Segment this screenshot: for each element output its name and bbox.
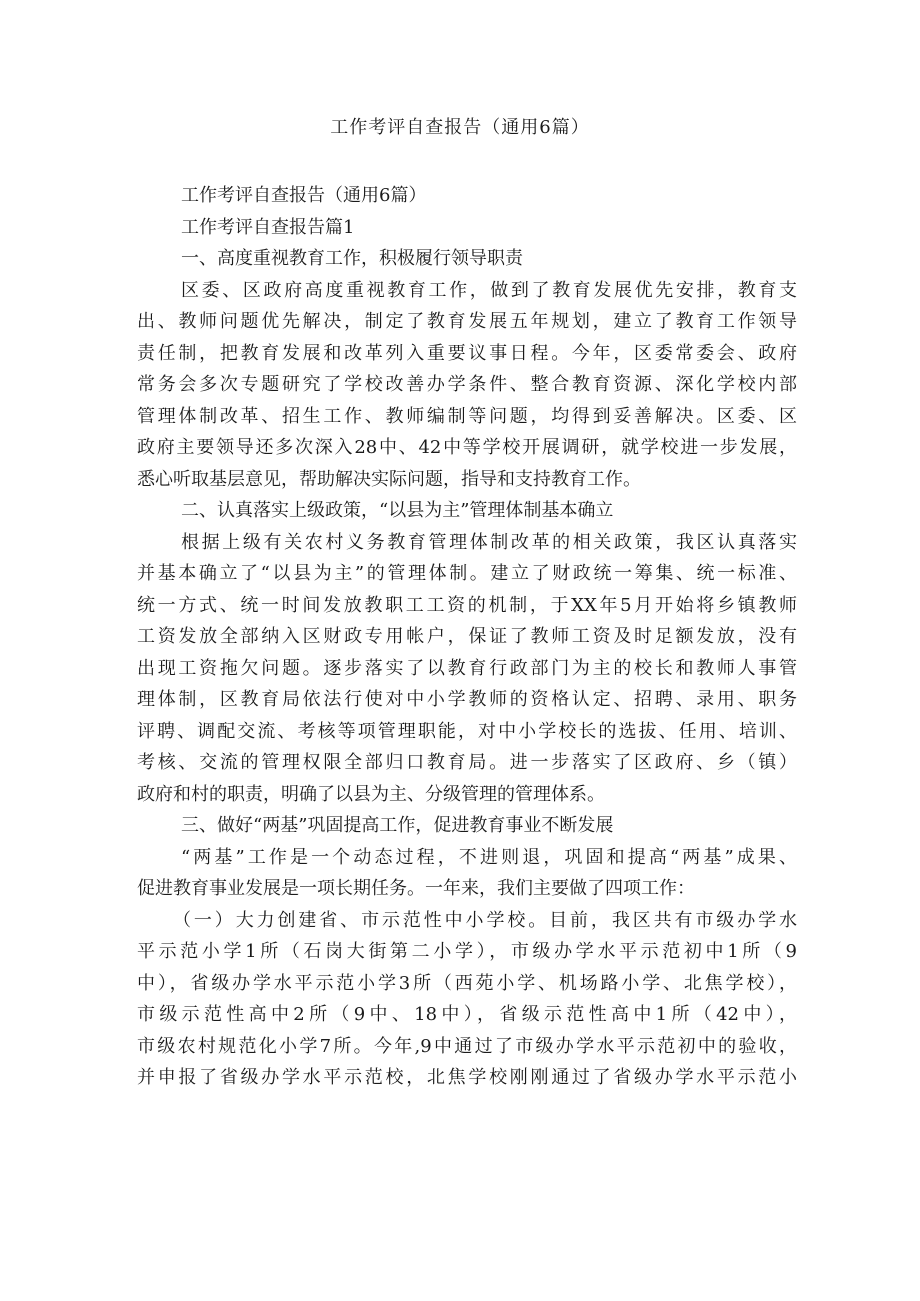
document-body	[137, 180, 797, 1094]
paragraph-line: 考核、交流的管理权限全部归口教育局。进一步落实了区政府、乡（镇）	[137, 752, 797, 773]
paragraph-line: 平示范小学1所（石岗大街第二小学），市级办学水平示范初中1所（9	[137, 941, 797, 962]
paragraph-line: 责任制，把教育发展和改革列入重要议事日程。今年，区委常委会、政府	[137, 342, 797, 364]
paragraph-line: 根据上级有关农村义务教育管理体制改革的相关政策，我区认真落实	[181, 531, 797, 553]
paragraph-line: 出现工资拖欠问题。逐步落实了以教育行政部门为主的校长和教师人事管	[137, 657, 797, 679]
paragraph-line: （一）大力创建省、市示范性中小学校。目前，我区共有市级办学水	[173, 909, 797, 931]
paragraph-line: 统一方式、统一时间发放教职工工资的机制，于XX年5月开始将乡镇教师	[137, 594, 797, 616]
paragraph-line: 促进教育事业发展是一项长期任务。一年来，我们主要做了四项工作：	[137, 878, 695, 899]
section-heading: 一、高度重视教育工作，积极履行领导职责	[181, 248, 523, 269]
paragraph-line: 理体制，区教育局依法行使对中小学教师的资格认定、招聘、录用、职务	[137, 689, 797, 710]
paragraph-line: 市级示范性高中2所（9中、18中），省级示范性高中1所（42中），	[137, 1004, 797, 1025]
paragraph-line: 管理体制改革、招生工作、教师编制等问题，均得到妥善解决。区委、区	[137, 405, 797, 427]
doc-subtitle: 工作考评自查报告（通用6篇）	[181, 185, 427, 206]
paragraph-line: 评聘、调配交流、考核等项管理职能，对中小学校长的选拔、任用、培训、	[137, 720, 797, 742]
paragraph-line: 中），省级办学水平示范小学3所（西苑小学、机场路小学、北焦学校），	[137, 972, 797, 994]
paragraph-line: 悉心听取基层意见，帮助解决实际问题，指导和支持教育工作。	[137, 468, 641, 490]
paragraph-line: 政府和村的职责，明确了以县为主、分级管理的管理体系。	[137, 783, 605, 805]
paragraph-line: 工资发放全部纳入区财政专用帐户，保证了教师工资及时足额发放，没有	[137, 626, 797, 647]
paragraph-line: 并申报了省级办学水平示范校，北焦学校刚刚通过了省级办学水平示范小	[137, 1067, 797, 1088]
paragraph-line: 常务会多次专题研究了学校改善办学条件、整合教育资源、深化学校内部	[137, 374, 797, 395]
paragraph-line: 出、教师问题优先解决，制定了教育发展五年规划，建立了教育工作领导	[137, 311, 797, 332]
document-title: 工作考评自查报告（通用6篇）	[330, 117, 590, 138]
paragraph-line: 市级农村规范化小学7所。今年,9中通过了市级办学水平示范初中的验收，	[137, 1035, 797, 1057]
section-heading: 二、认真落实上级政策，“以县为主”管理体制基本确立	[181, 500, 614, 521]
section-heading: 三、做好“两基”巩固提高工作，促进教育事业不断发展	[181, 815, 614, 836]
paragraph-line: 并基本确立了“以县为主”的管理体制。建立了财政统一筹集、统一标准、	[137, 563, 797, 584]
section-heading: 工作考评自查报告篇1	[181, 216, 355, 238]
paragraph-line: 政府主要领导还多次深入28中、42中等学校开展调研，就学校进一步发展，	[137, 437, 797, 458]
paragraph-line: 区委、区政府高度重视教育工作，做到了教育发展优先安排，教育支	[181, 279, 797, 301]
paragraph-line: “两基”工作是一个动态过程，不进则退，巩固和提高“两基”成果、	[181, 846, 797, 868]
